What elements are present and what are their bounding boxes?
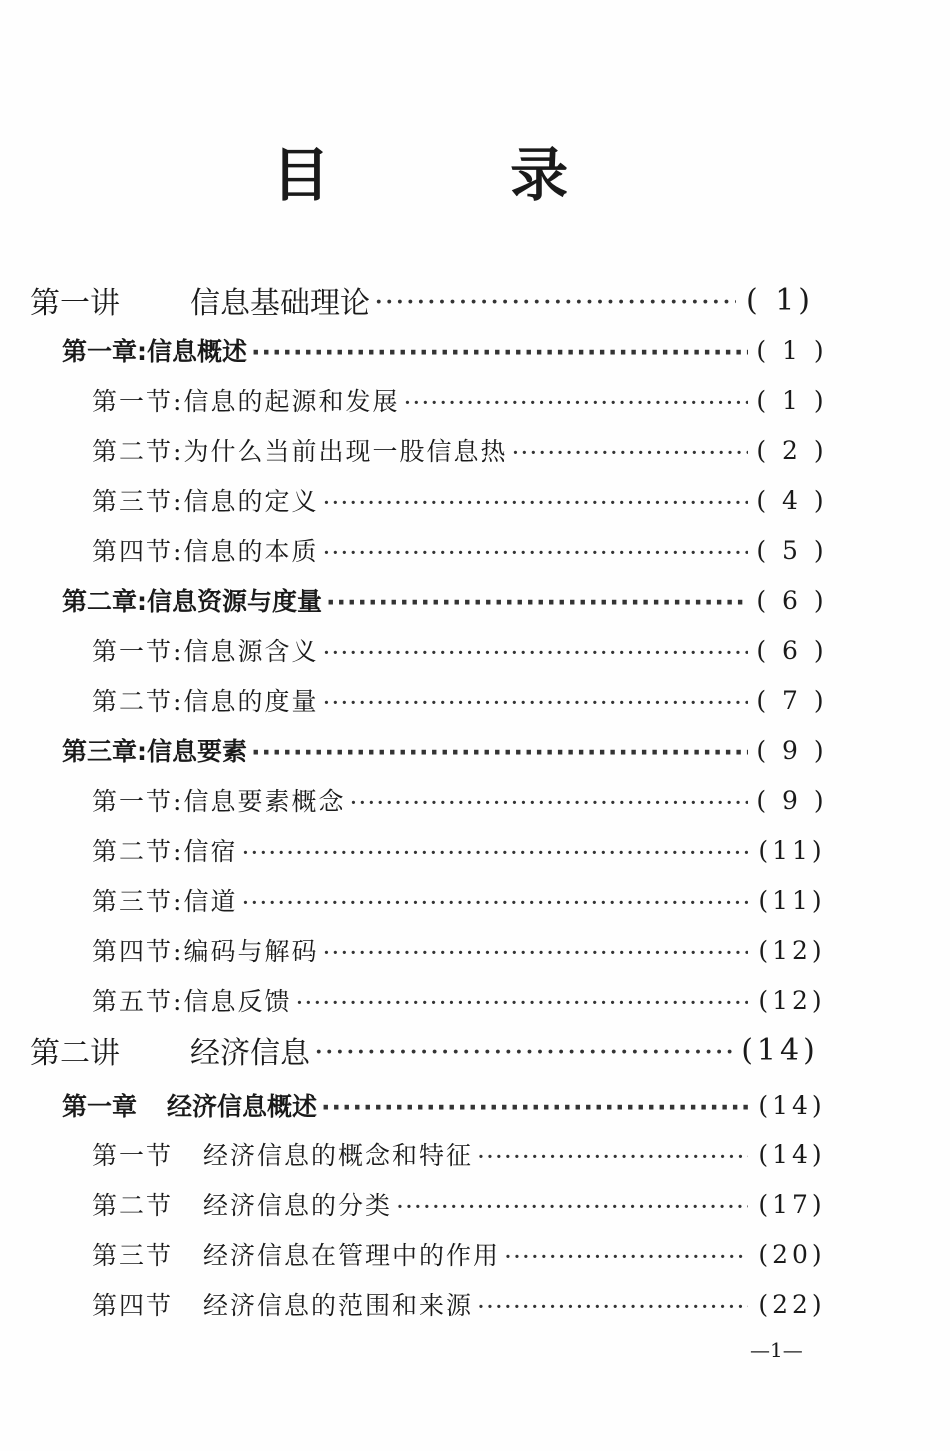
entry-number: 第一节: (92, 787, 184, 816)
entry-number: 第三章: (62, 737, 147, 766)
entry-page: (14) (758, 1139, 826, 1169)
entry-title: 信息反馈 (183, 987, 292, 1016)
dot-leader (326, 588, 748, 613)
entry-page: ( 5 ) (756, 535, 828, 565)
entry-number: 第二节: (92, 837, 184, 866)
toc-section (92, 782, 832, 818)
toc-section (92, 382, 832, 418)
dot-leader (314, 1035, 736, 1065)
dot-leader (251, 738, 748, 763)
entry-page: (20) (758, 1239, 826, 1269)
entry-title: 信息的定义 (183, 487, 319, 516)
entry-title: 信息概述 (147, 337, 248, 366)
entry-title: 经济信息概述 (167, 1092, 318, 1121)
dot-leader (403, 388, 748, 413)
page-title: 目 录 (271, 141, 649, 209)
entry-page: ( 6 ) (756, 635, 828, 665)
dot-leader (349, 788, 748, 813)
entry-number: 第一节: (92, 637, 184, 666)
entry-page: ( 6 ) (756, 585, 828, 615)
entry-page: (14) (741, 1032, 819, 1068)
entry-title: 经济信息的分类 (203, 1191, 393, 1220)
dot-leader (504, 1242, 748, 1267)
toc-section (92, 682, 832, 718)
toc-section (92, 1286, 832, 1322)
entry-number: 第二讲 (30, 1036, 120, 1070)
entry-title: 经济信息在管理中的作用 (203, 1241, 501, 1270)
entry-number: 第一章 (62, 1092, 138, 1121)
dot-leader (322, 938, 748, 963)
entry-number: 第三节: (92, 887, 184, 916)
dot-leader (241, 888, 748, 913)
entry-page: ( 2 ) (756, 435, 828, 465)
entry-page: ( 9 ) (756, 785, 828, 815)
toc-section (92, 1186, 832, 1222)
entry-number: 第一章: (62, 337, 147, 366)
dot-leader (322, 688, 748, 713)
entry-page: (12) (758, 985, 826, 1015)
dot-leader (477, 1142, 748, 1167)
entry-title: 经济信息的概念和特征 (203, 1141, 474, 1170)
entry-page: (11) (758, 835, 826, 865)
dot-leader (241, 838, 748, 863)
toc-lecture-2 (30, 1030, 820, 1070)
toc-section (92, 1136, 832, 1172)
entry-page: (17) (758, 1189, 826, 1219)
entry-title: 信息资源与度量 (147, 587, 323, 616)
toc-section (92, 482, 832, 518)
toc-chapter (62, 582, 832, 618)
entry-title: 信息要素概念 (183, 787, 346, 816)
toc-chapter (62, 1087, 832, 1123)
toc-section (92, 432, 832, 468)
entry-number: 第一节 (92, 1141, 174, 1170)
dot-leader (477, 1292, 748, 1317)
entry-title: 信息源含义 (183, 637, 319, 666)
dot-leader (251, 338, 748, 363)
entry-page: ( 1 ) (756, 385, 828, 415)
entry-page: (11) (758, 885, 826, 915)
entry-number: 第四节: (92, 937, 184, 966)
entry-title: 信息的本质 (183, 537, 319, 566)
entry-title: 为什么当前出现一股信息热 (183, 437, 508, 466)
entry-title: 信息的起源和发展 (183, 387, 400, 416)
entry-number: 第二节 (92, 1191, 174, 1220)
entry-page: (22) (758, 1289, 826, 1319)
entry-title: 信宿 (183, 837, 238, 866)
page-number-footer: —1— (750, 1338, 803, 1362)
toc-chapter (62, 732, 832, 768)
entry-title: 经济信息的范围和来源 (203, 1291, 474, 1320)
entry-number: 第四节: (92, 537, 184, 566)
entry-title: 信道 (183, 887, 238, 916)
entry-number: 第一讲 (30, 286, 120, 320)
toc-lecture-1 (30, 280, 820, 320)
entry-number: 第三节 (92, 1241, 174, 1270)
entry-title: 信息的度量 (183, 687, 319, 716)
entry-page: ( 1) (745, 282, 815, 318)
entry-number: 第三节: (92, 487, 184, 516)
toc-section (92, 1236, 832, 1272)
toc-section (92, 532, 832, 568)
dot-leader (374, 285, 736, 315)
dot-leader (322, 638, 748, 663)
dot-leader (511, 438, 748, 463)
entry-number: 第五节: (92, 987, 184, 1016)
entry-page: (12) (758, 935, 826, 965)
toc-chapter (62, 332, 832, 368)
entry-title: 信息基础理论 (190, 286, 370, 320)
entry-number: 第四节 (92, 1291, 174, 1320)
toc-section (92, 882, 832, 918)
entry-number: 第一节: (92, 387, 184, 416)
dot-leader (295, 988, 748, 1013)
toc-section (92, 832, 832, 868)
toc-section (92, 632, 832, 668)
entry-number: 第二节: (92, 437, 184, 466)
dot-leader (322, 488, 748, 513)
entry-number: 第二章: (62, 587, 147, 616)
entry-title: 编码与解码 (183, 937, 319, 966)
toc-section (92, 982, 832, 1018)
entry-page: (14) (758, 1090, 826, 1120)
dot-leader (321, 1093, 748, 1118)
dot-leader (322, 538, 748, 563)
entry-page: ( 7 ) (756, 685, 828, 715)
entry-title: 信息要素 (147, 737, 248, 766)
entry-page: ( 1 ) (756, 335, 828, 365)
entry-title: 经济信息 (190, 1036, 310, 1070)
entry-page: ( 9 ) (756, 735, 828, 765)
toc-section (92, 932, 832, 968)
entry-page: ( 4 ) (756, 485, 828, 515)
entry-number: 第二节: (92, 687, 184, 716)
dot-leader (396, 1192, 748, 1217)
